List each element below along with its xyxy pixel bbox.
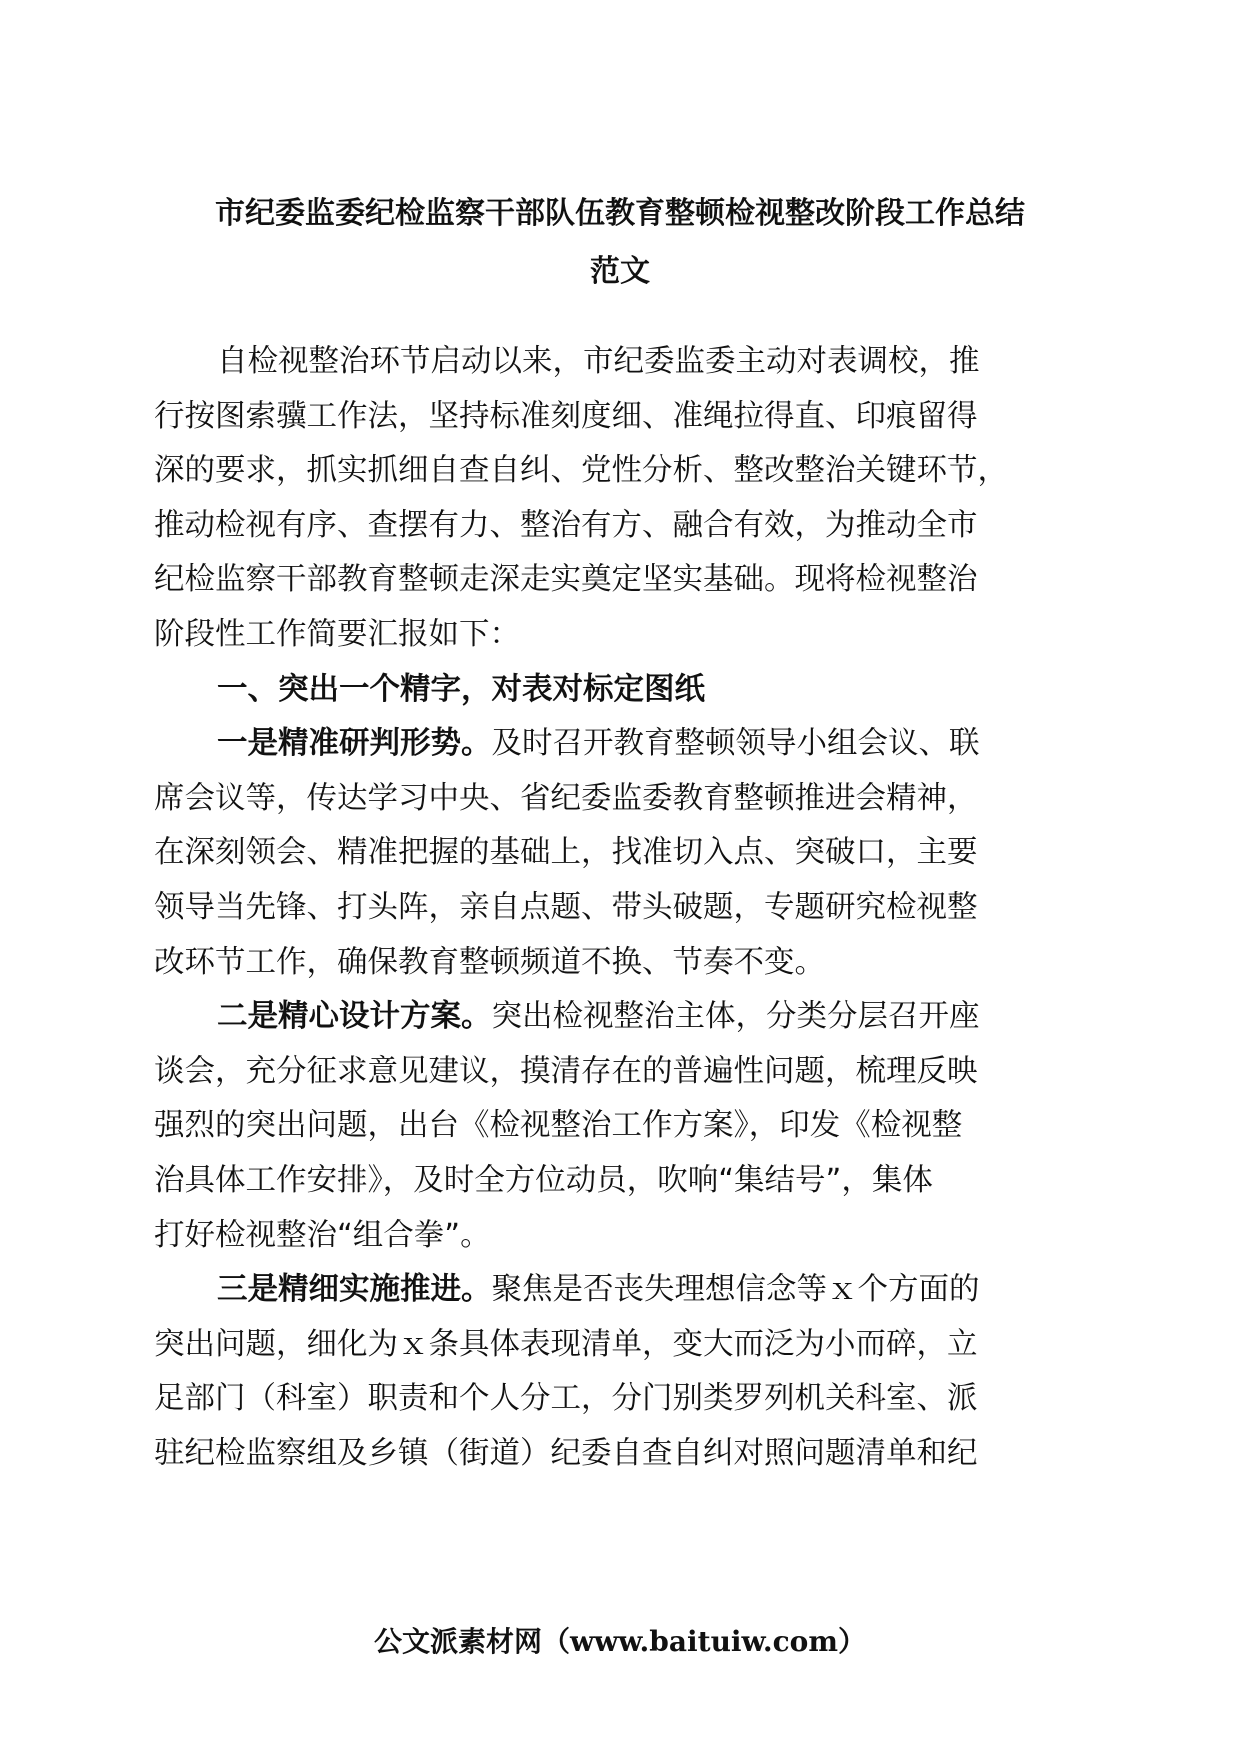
paragraph-line — [154, 936, 1084, 991]
line-text: 谈会，充分征求意见建议，摸清存在的普遍性问题，梳理反映 — [154, 1053, 978, 1089]
line-text: 自检视整治环节启动以来，市纪委监委主动对表调校，推 — [217, 344, 980, 379]
line-text: 突出问题，细化为ｘ条具体表现清单，变大而泛为小而碎，立 — [154, 1326, 978, 1362]
line-text: 一、突出一个精字，对表对标定图纸 — [217, 671, 705, 707]
line-text: 强烈的突出问题，出台《检视整治工作方案》，印发《检视整 — [154, 1108, 963, 1144]
line-text: 改环节工作，确保教育整顿频道不换、节奏不变。 — [154, 944, 825, 980]
paragraph-line — [154, 335, 1084, 390]
paragraph-line — [154, 1318, 1084, 1373]
paragraph-line — [154, 1099, 1084, 1154]
line-text: 突出检视整治主体，分类分层召开座 — [491, 999, 980, 1035]
line-text: 席会议等，传达学习中央、省纪委监委教育整顿推进会精神， — [154, 780, 978, 816]
paragraph-line — [154, 717, 1084, 772]
paragraph-line — [154, 1209, 1084, 1264]
paragraph-line — [154, 444, 1084, 499]
paragraph-line — [154, 1154, 1084, 1209]
lead-in-phrase: 三是精细实施推进。 — [217, 1272, 492, 1308]
lead-in-phrase: 一是精准研判形势。 — [217, 726, 492, 762]
paragraph-line — [154, 881, 1084, 936]
paragraph-line — [154, 772, 1084, 827]
line-text: 打好检视整治“组合拳”。 — [154, 1217, 491, 1253]
document-body — [154, 335, 1084, 1481]
line-text: 领导当先锋、打头阵，亲自点题、带头破题，专题研究检视整 — [154, 889, 978, 925]
line-text: 治具体工作安排》，及时全方位动员，吹响“集结号”，集体 — [154, 1162, 933, 1198]
document-title — [150, 185, 1090, 301]
paragraph-line — [154, 826, 1084, 881]
line-text: 在深刻领会、精准把握的基础上，找准切入点、突破口，主要 — [154, 835, 978, 871]
line-text: 行按图索骥工作法，坚持标准刻度细、准绳拉得直、印痕留得 — [154, 398, 978, 434]
paragraph-line — [154, 390, 1084, 445]
line-text: 纪检监察干部教育整顿走深走实奠定坚实基础。现将检视整治 — [154, 562, 978, 598]
paragraph-line — [154, 553, 1084, 608]
line-text: 驻纪检监察组及乡镇（街道）纪委自查自纠对照问题清单和纪 — [154, 1435, 978, 1471]
paragraph-line — [154, 990, 1084, 1045]
section-heading — [154, 663, 1084, 718]
paragraph-line — [154, 1045, 1084, 1100]
line-text: 阶段性工作简要汇报如下： — [154, 616, 520, 652]
paragraph-line — [154, 1263, 1084, 1318]
paragraph-line — [154, 499, 1084, 554]
paragraph-line — [154, 608, 1084, 663]
paragraph-line — [154, 1427, 1084, 1482]
line-text: 深的要求，抓实抓细自查自纠、党性分析、整改整治关键环节， — [154, 453, 1008, 489]
line-text: 及时召开教育整顿领导小组会议、联 — [491, 726, 980, 762]
line-text: 聚焦是否丧失理想信念等ｘ个方面的 — [491, 1272, 980, 1308]
lead-in-phrase: 二是精心设计方案。 — [217, 999, 492, 1035]
line-text: 足部门（科室）职责和个人分工，分门别类罗列机关科室、派 — [154, 1381, 978, 1417]
paragraph-line — [154, 1372, 1084, 1427]
title-line-1: 市纪委监委纪检监察干部队伍教育整顿检视整改阶段工作总结 — [215, 196, 1025, 231]
footer-watermark: 公文派素材网（www.baituiw.com） — [374, 1625, 866, 1658]
title-line-2: 范文 — [590, 254, 650, 289]
line-text: 推动检视有序、查摆有力、整治有方、融合有效，为推动全市 — [154, 507, 978, 543]
